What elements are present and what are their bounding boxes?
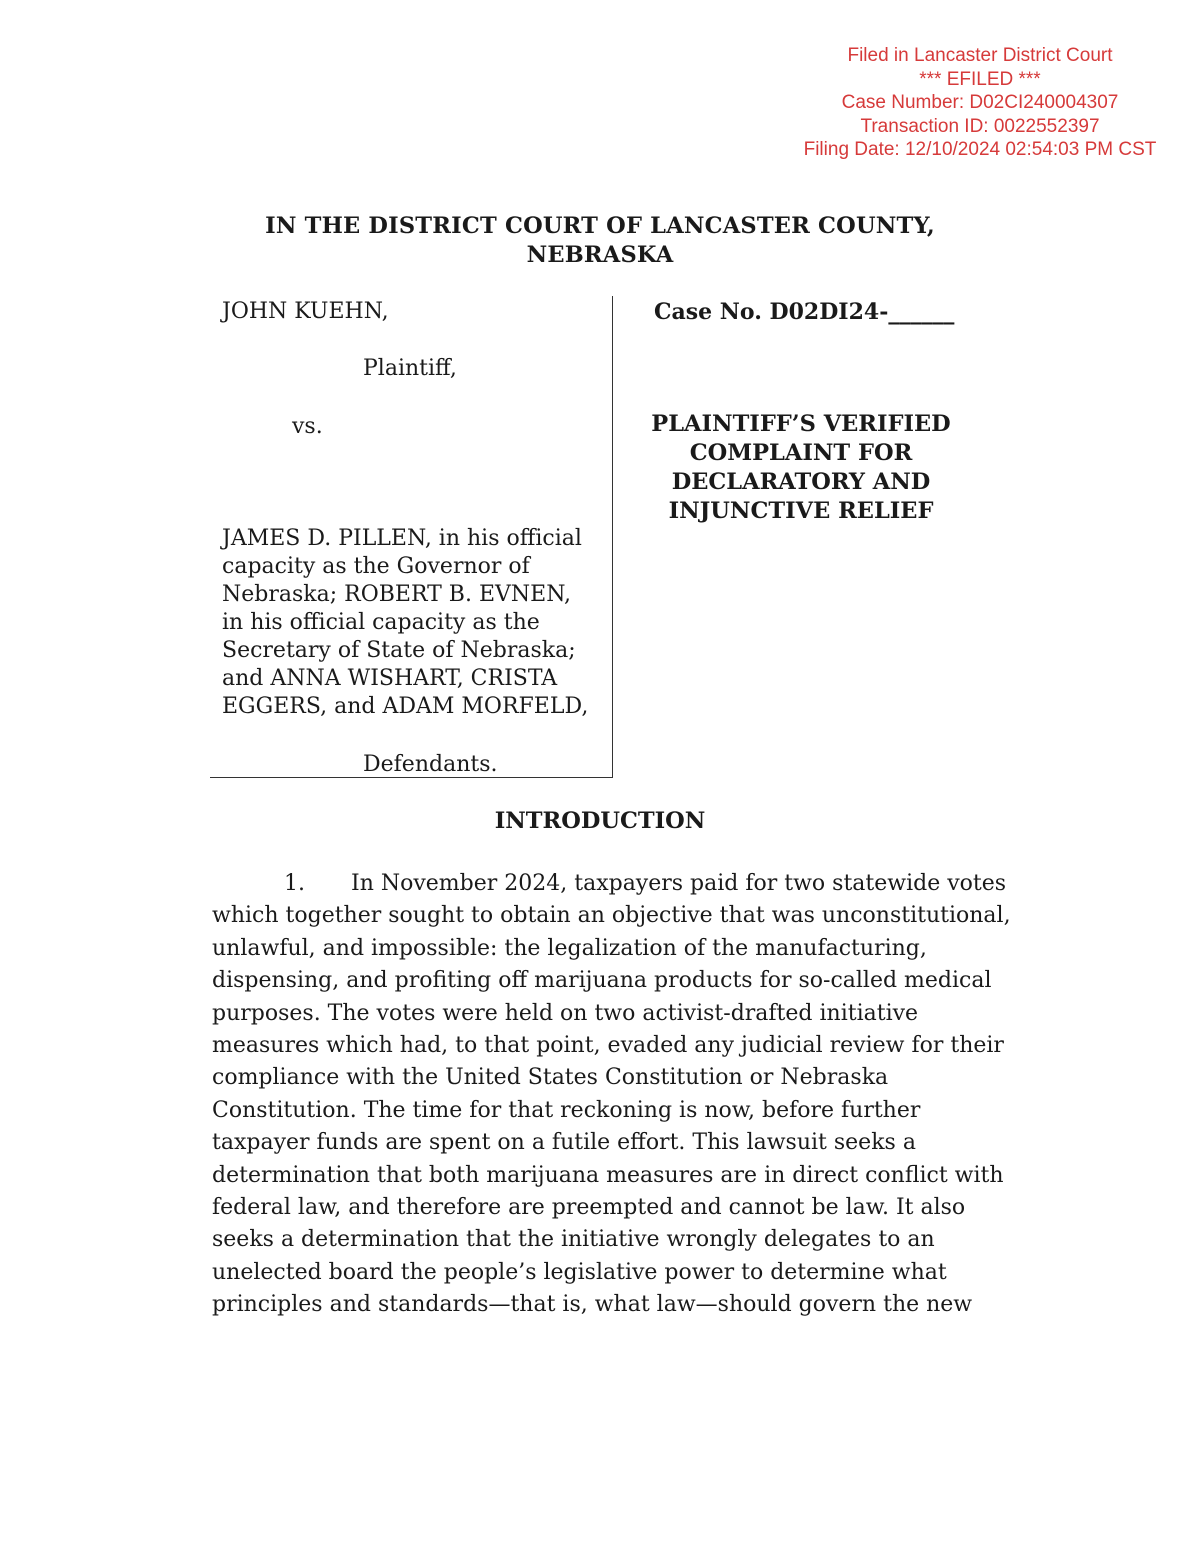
court-title bbox=[200, 212, 1000, 270]
defendants-list bbox=[222, 525, 588, 721]
court-title-line-1: IN THE DISTRICT COURT OF LANCASTER COUNTY, bbox=[265, 213, 935, 239]
plaintiff-name: JOHN KUEHN, bbox=[222, 299, 389, 324]
document-title-line: DECLARATORY AND bbox=[671, 469, 931, 495]
paragraph-line: dispensing, and profiting off marijuana products for so-called medical bbox=[212, 968, 992, 994]
paragraph-line: measures which had, to that point, evaded any judicial review for their bbox=[212, 1033, 1004, 1059]
paragraph-line: unelected board the people’s legislative power to determine what bbox=[212, 1259, 947, 1285]
document-title-line: INJUNCTIVE RELIEF bbox=[668, 498, 934, 524]
paragraph-line: federal law, and therefore are preempted and cannot be law. It also bbox=[212, 1195, 966, 1221]
court-title-line-2: NEBRASKA bbox=[526, 242, 674, 268]
paragraph-line: Constitution. The time for that reckoning is now, before further bbox=[212, 1097, 921, 1123]
efiled-stamp bbox=[780, 44, 1180, 162]
case-number: Case No. D02DI24-______ bbox=[654, 299, 955, 325]
defendants-line: Secretary of State of Nebraska; bbox=[222, 638, 576, 663]
document-title-line: COMPLAINT FOR bbox=[689, 440, 913, 466]
paragraph-line: purposes. The votes were held on two activist-drafted initiative bbox=[212, 1000, 919, 1026]
paragraph-1 bbox=[212, 868, 1011, 1322]
defendants-line: capacity as the Governor of bbox=[222, 554, 530, 579]
paragraph-line: compliance with the United States Constitution or Nebraska bbox=[212, 1065, 889, 1091]
stamp-line-case-number: Case Number: D02CI240004307 bbox=[841, 92, 1119, 113]
stamp-line-court: Filed in Lancaster District Court bbox=[847, 45, 1113, 66]
stamp-line-filing-date: Filing Date: 12/10/2024 02:54:03 PM CST bbox=[803, 139, 1157, 160]
paragraph-line-text: In November 2024, taxpayers paid for two statewide votes bbox=[351, 871, 1007, 896]
defendants-role: Defendants. bbox=[363, 752, 498, 777]
defendants-line: EGGERS, and ADAM MORFELD, bbox=[222, 694, 589, 719]
paragraph-line bbox=[212, 868, 1007, 900]
defendants-line: and ANNA WISHART, CRISTA bbox=[222, 666, 558, 691]
document-title-line: PLAINTIFF’S VERIFIED bbox=[651, 411, 951, 437]
paragraph-line: taxpayer funds are spent on a futile effort. This lawsuit seeks a bbox=[212, 1130, 916, 1156]
stamp-line-efiled: *** EFILED *** bbox=[919, 68, 1041, 90]
paragraph-line: unlawful, and impossible: the legalization of the manufacturing, bbox=[212, 935, 927, 961]
plaintiff-role: Plaintiff, bbox=[363, 356, 457, 381]
paragraph-line: which together sought to obtain an objective that was unconstitutional, bbox=[212, 903, 1011, 929]
versus-label: vs. bbox=[292, 414, 323, 439]
paragraph-line: seeks a determination that the initiative wrongly delegates to an bbox=[212, 1227, 935, 1253]
defendants-line: Nebraska; ROBERT B. EVNEN, bbox=[222, 582, 572, 607]
stamp-line-transaction-id: Transaction ID: 0022552397 bbox=[860, 115, 1100, 137]
paragraph-line: principles and standards—that is, what law—should govern the new bbox=[212, 1292, 973, 1318]
caption-divider-vertical bbox=[612, 296, 613, 778]
document-title bbox=[640, 410, 962, 526]
defendants-line: in his official capacity as the bbox=[222, 610, 540, 635]
defendants-line: JAMES D. PILLEN, in his official bbox=[222, 526, 582, 551]
paragraph-number: 1. bbox=[284, 871, 305, 896]
section-heading: INTRODUCTION bbox=[494, 808, 706, 834]
paragraph-line: determination that both marijuana measures are in direct conflict with bbox=[212, 1162, 1004, 1188]
